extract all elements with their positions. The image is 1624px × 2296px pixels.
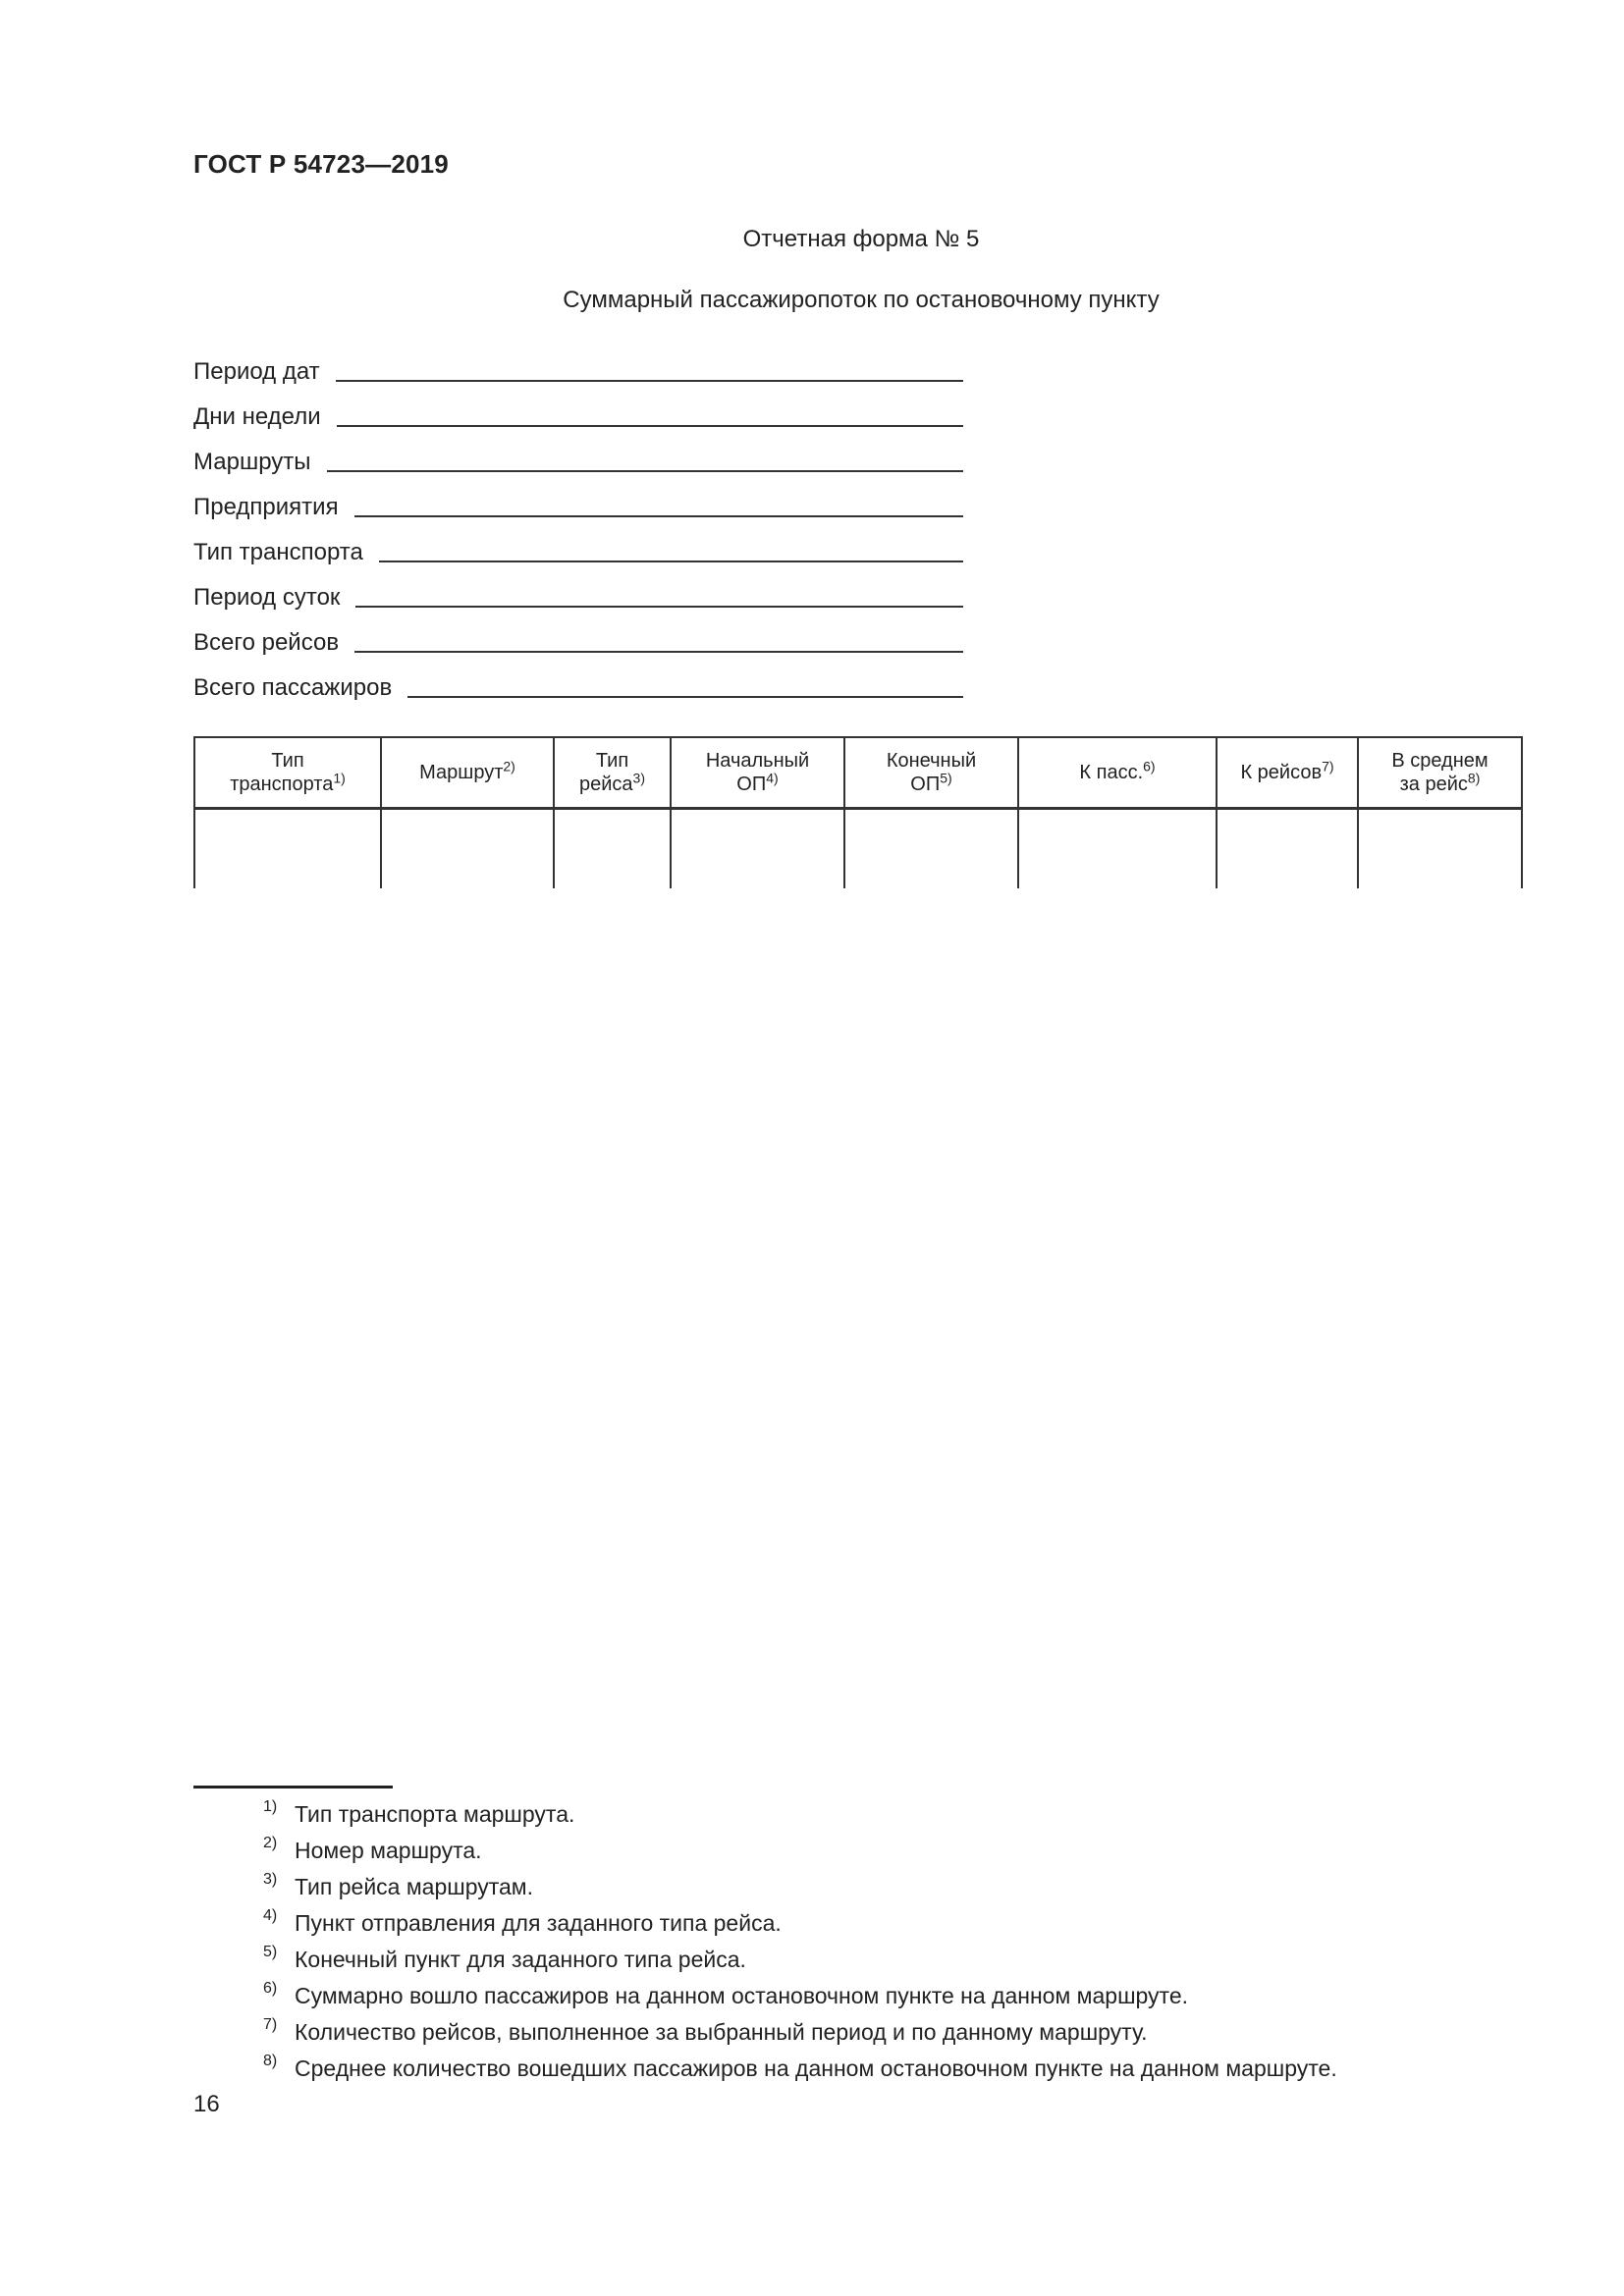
column-header-end-stop: Конечный ОП$^{5)}$ — [844, 737, 1018, 809]
table-cell[interactable] — [671, 809, 844, 889]
field-label: Период суток — [193, 584, 341, 611]
table-cell[interactable] — [844, 809, 1018, 889]
field-routes — [193, 431, 963, 476]
enterprises-line[interactable] — [354, 486, 963, 517]
footnotes — [263, 1796, 1337, 2087]
field-enterprises — [193, 476, 963, 521]
table-cell[interactable] — [194, 809, 381, 889]
table-row — [194, 809, 1522, 889]
footnote-7: 7) Количество рейсов, выполненное за выбранный период и по данному маршруту. — [263, 2015, 1148, 2045]
field-time-of-day — [193, 566, 963, 612]
table-cell[interactable] — [1358, 809, 1522, 889]
table-cell[interactable] — [1018, 809, 1217, 889]
total-passengers-line[interactable] — [407, 667, 963, 698]
field-total-passengers — [193, 657, 963, 702]
date-period-line[interactable] — [336, 350, 963, 382]
footnote-divider — [193, 1786, 393, 1789]
table-cell[interactable] — [1217, 809, 1358, 889]
table-header-row — [194, 737, 1522, 809]
field-label: Тип транспорта — [193, 539, 363, 565]
field-label: Предприятия — [193, 494, 339, 520]
column-header-trip-type: Тип рейса$^{3)}$ — [554, 737, 671, 809]
time-of-day-line[interactable] — [355, 576, 963, 608]
weekdays-line[interactable] — [337, 396, 963, 427]
footnote-1: 1) Тип транспорта маршрута. — [263, 1797, 575, 1827]
column-header-passengers: К пасс.$^{6)}$ — [1018, 737, 1217, 809]
transport-type-line[interactable] — [379, 531, 963, 562]
form-number: Отчетная форма № 5 — [742, 226, 980, 252]
page-number: 16 — [193, 2091, 220, 2117]
field-label: Всего пассажиров — [193, 674, 393, 701]
footnote-3: 3) Тип рейса маршрутам. — [263, 1870, 533, 1899]
footnote-5: 5) Конечный пункт для заданного типа рейса. — [263, 1943, 746, 1972]
field-label: Период дат — [193, 358, 320, 385]
footnote-8: 8) Среднее количество вошедших пассажиров на данном остановочном пункте на данном маршруте. — [263, 2052, 1337, 2081]
field-weekdays — [193, 386, 963, 431]
report-table-container — [193, 736, 1521, 888]
column-header-route: Маршрут$^{2)}$ — [381, 737, 554, 809]
form-subtitle: Суммарный пассажиропоток по остановочному пункту — [563, 287, 1160, 313]
field-date-period — [193, 341, 963, 386]
footnote-2: 2) Номер маршрута. — [263, 1834, 482, 1863]
field-total-trips — [193, 612, 963, 657]
field-transport-type — [193, 521, 963, 566]
table-cell[interactable] — [381, 809, 554, 889]
column-header-start-stop: Начальный ОП$^{4)}$ — [671, 737, 844, 809]
field-label: Маршруты — [193, 449, 311, 475]
footnote-6: 6) Суммарно вошло пассажиров на данном остановочном пункте на данном маршруте. — [263, 1979, 1189, 2008]
total-trips-line[interactable] — [354, 621, 963, 653]
footnote-4: 4) Пункт отправления для заданного типа рейса. — [263, 1906, 782, 1936]
report-table — [193, 736, 1523, 888]
routes-line[interactable] — [327, 441, 963, 472]
column-header-average: В среднем за рейс$^{8)}$ — [1358, 737, 1522, 809]
document-code: ГОСТ Р 54723—2019 — [193, 149, 449, 179]
field-label: Дни недели — [193, 403, 321, 430]
column-header-transport-type: Тип транспорта$^{1)}$ — [194, 737, 381, 809]
form-fields — [193, 341, 963, 702]
column-header-trips: К рейсов$^{7)}$ — [1217, 737, 1358, 809]
field-label: Всего рейсов — [193, 629, 340, 656]
table-cell[interactable] — [554, 809, 671, 889]
